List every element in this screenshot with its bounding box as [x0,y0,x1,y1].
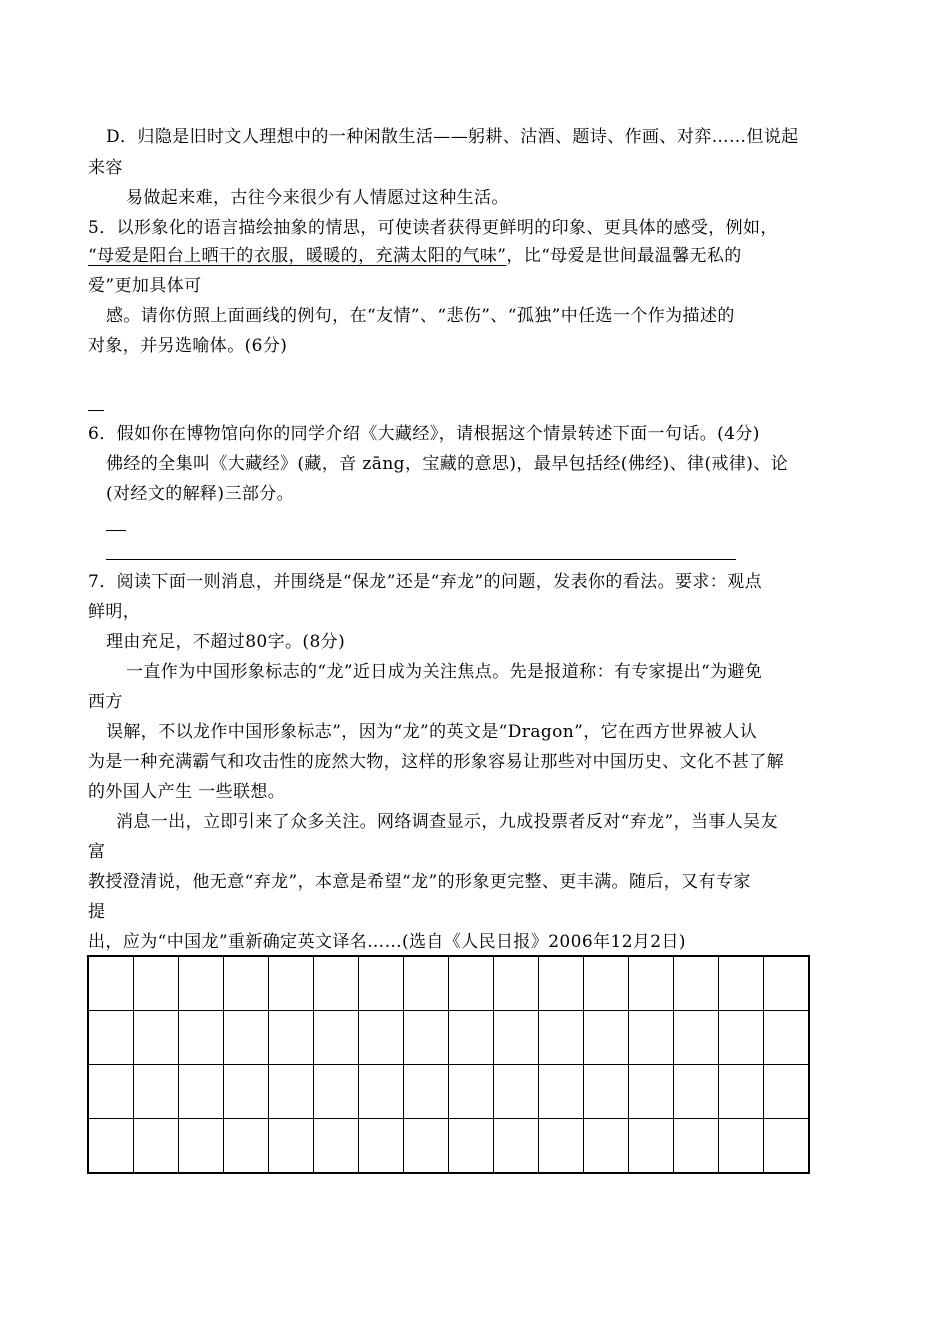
q6-answer-line-2[interactable] [106,559,736,560]
q7-news-line1: 一直作为中国形象标志的“龙”近日成为关注焦点。先是报道称：有专家提出“为避免 [126,662,763,682]
answer-grid-cell[interactable] [449,1011,494,1065]
q7-news-line4: 为是一种充满霸气和攻击性的庞然大物，这样的形象容易让那些对中国历史、文化不甚了解 [88,752,784,772]
answer-grid-cell[interactable] [674,956,719,1011]
answer-grid-cell[interactable] [359,956,404,1011]
q5-prompt-line1: 5．以形象化的语言描绘抽象的情思，可使读者获得更鲜明的印象、更具体的感受，例如， [88,218,778,238]
answer-grid-cell[interactable] [674,1119,719,1174]
answer-grid-cell[interactable] [404,1011,449,1065]
answer-grid-row [88,1065,809,1119]
answer-grid-cell[interactable] [629,1119,674,1174]
q7-news-line8: 教授澄清说，他无意“弃龙”，本意是希望“龙”的形象更完整、更丰满。随后，又有专家 [88,872,751,892]
answer-grid-cell[interactable] [134,956,179,1011]
answer-grid-cell[interactable] [539,1065,584,1119]
answer-grid-cell[interactable] [314,1065,359,1119]
answer-grid-cell[interactable] [314,956,359,1011]
answer-grid-cell[interactable] [629,1011,674,1065]
q4-option-d-line3: 易做起来难，古往今来很少有人情愿过这种生活。 [126,188,509,208]
answer-grid-cell[interactable] [404,956,449,1011]
answer-grid-cell[interactable] [404,1119,449,1174]
q6-answer-line-1[interactable] [106,530,126,531]
answer-grid-cell[interactable] [494,1011,539,1065]
answer-grid-cell[interactable] [179,1011,224,1065]
answer-grid-cell[interactable] [494,1119,539,1174]
answer-grid-cell[interactable] [539,1119,584,1174]
answer-grid-cell[interactable] [629,956,674,1011]
answer-grid-cell[interactable] [449,956,494,1011]
answer-grid-cell[interactable] [224,1011,269,1065]
answer-grid-cell[interactable] [179,1065,224,1119]
answer-grid-cell[interactable] [494,1065,539,1119]
q7-prompt-line2: 鲜明， [88,602,141,622]
answer-grid-cell[interactable] [719,1011,764,1065]
answer-grid-cell[interactable] [494,956,539,1011]
q7-news-line3: 误解，不以龙作中国形象标志”，因为“龙”的英文是“Dragon”，它在西方世界被人认 [106,722,758,742]
answer-grid-cell[interactable] [764,956,810,1011]
answer-grid-cell[interactable] [88,956,134,1011]
answer-grid[interactable] [87,955,810,1174]
answer-grid-cell[interactable] [224,956,269,1011]
q7-news-line5: 的外国人产生 一些联想。 [88,782,286,802]
answer-grid-cell[interactable] [359,1119,404,1174]
answer-grid-cell[interactable] [764,1119,810,1174]
answer-grid-cell[interactable] [449,1119,494,1174]
answer-grid-row [88,956,809,1011]
answer-grid-cell[interactable] [539,956,584,1011]
q5-underlined-example: “母爱是阳台上晒干的衣服，暖暖的，充满太阳的气味” [88,246,507,266]
q5-prompt-line3: 爱”更加具体可 [88,276,202,296]
answer-grid-cell[interactable] [179,1119,224,1174]
answer-grid-cell[interactable] [88,1011,134,1065]
answer-grid-cell[interactable] [764,1065,810,1119]
q7-news-line10: 出，应为“中国龙”重新确定英文译名……(选自《人民日报》2006年12月2日) [88,932,686,952]
q7-prompt-line1: 7．阅读下面一则消息，并围绕是“保龙”还是“弃龙”的问题，发表你的看法。要求：观点 [88,572,762,592]
q7-news-line6: 消息一出，立即引来了众多关注。网络调查显示，九成投票者反对“弃龙”，当事人吴友 [116,812,778,832]
answer-grid-cell[interactable] [404,1065,449,1119]
q6-quote-line1: 佛经的全集叫《大藏经》(藏，音 zāng，宝藏的意思)，最早包括经(佛经)、律(戒律)、论 [106,454,789,474]
answer-grid-cell[interactable] [88,1065,134,1119]
answer-grid-cell[interactable] [269,1011,314,1065]
answer-grid-cell[interactable] [134,1119,179,1174]
answer-grid-cell[interactable] [539,1011,584,1065]
answer-grid-cell[interactable] [134,1011,179,1065]
answer-grid-cell[interactable] [584,1011,629,1065]
answer-grid-cell[interactable] [224,1119,269,1174]
answer-grid-cell[interactable] [584,1065,629,1119]
q5-prompt-line4: 感。请你仿照上面画线的例句，在“友情”、“悲伤”、“孤独”中任选一个作为描述的 [106,306,735,326]
answer-grid-cell[interactable] [314,1011,359,1065]
q7-news-line2: 西方 [88,692,123,712]
answer-grid-cell[interactable] [629,1065,674,1119]
q5-prompt-line2 [88,245,742,267]
answer-grid-cell[interactable] [359,1065,404,1119]
answer-grid-cell[interactable] [269,1119,314,1174]
answer-grid-row [88,1011,809,1065]
answer-grid-cell[interactable] [269,1065,314,1119]
answer-grid-cell[interactable] [314,1119,359,1174]
answer-grid-cell[interactable] [674,1011,719,1065]
answer-grid-cell[interactable] [88,1119,134,1174]
answer-grid-cell[interactable] [359,1011,404,1065]
q6-quote-line2: (对经文的解释)三部分。 [106,484,295,504]
answer-grid-cell[interactable] [269,956,314,1011]
q7-news-line9: 提 [88,902,106,922]
q6-prompt-line1: 6．假如你在博物馆向你的同学介绍《大藏经》，请根据这个情景转述下面一句话。(4分) [88,424,760,444]
answer-grid-cell[interactable] [719,1119,764,1174]
answer-grid-cell[interactable] [719,956,764,1011]
answer-grid-cell[interactable] [134,1065,179,1119]
q5-prompt-line5: 对象，并另选喻体。(6分) [88,336,288,356]
answer-grid-cell[interactable] [584,956,629,1011]
q7-news-line7: 富 [88,842,106,862]
answer-grid-cell[interactable] [584,1119,629,1174]
answer-grid-cell[interactable] [764,1011,810,1065]
q5-line2-rest: ，比“母爱是世间最温馨无私的 [506,246,742,266]
q4-option-d-line1: D．归隐是旧时文人理想中的一种闲散生活——躬耕、沽酒、题诗、作画、对弈……但说起 [106,127,799,147]
answer-grid-cell[interactable] [674,1065,719,1119]
q5-answer-line[interactable] [88,410,104,411]
answer-grid-cell[interactable] [224,1065,269,1119]
answer-grid-cell[interactable] [179,956,224,1011]
answer-grid-row [88,1119,809,1174]
q7-prompt-line3: 理由充足，不超过80字。(8分) [106,632,346,652]
answer-grid-cell[interactable] [719,1065,764,1119]
answer-grid-cell[interactable] [449,1065,494,1119]
q4-option-d-line2: 来容 [88,158,123,178]
answer-grid-body [88,956,809,1173]
